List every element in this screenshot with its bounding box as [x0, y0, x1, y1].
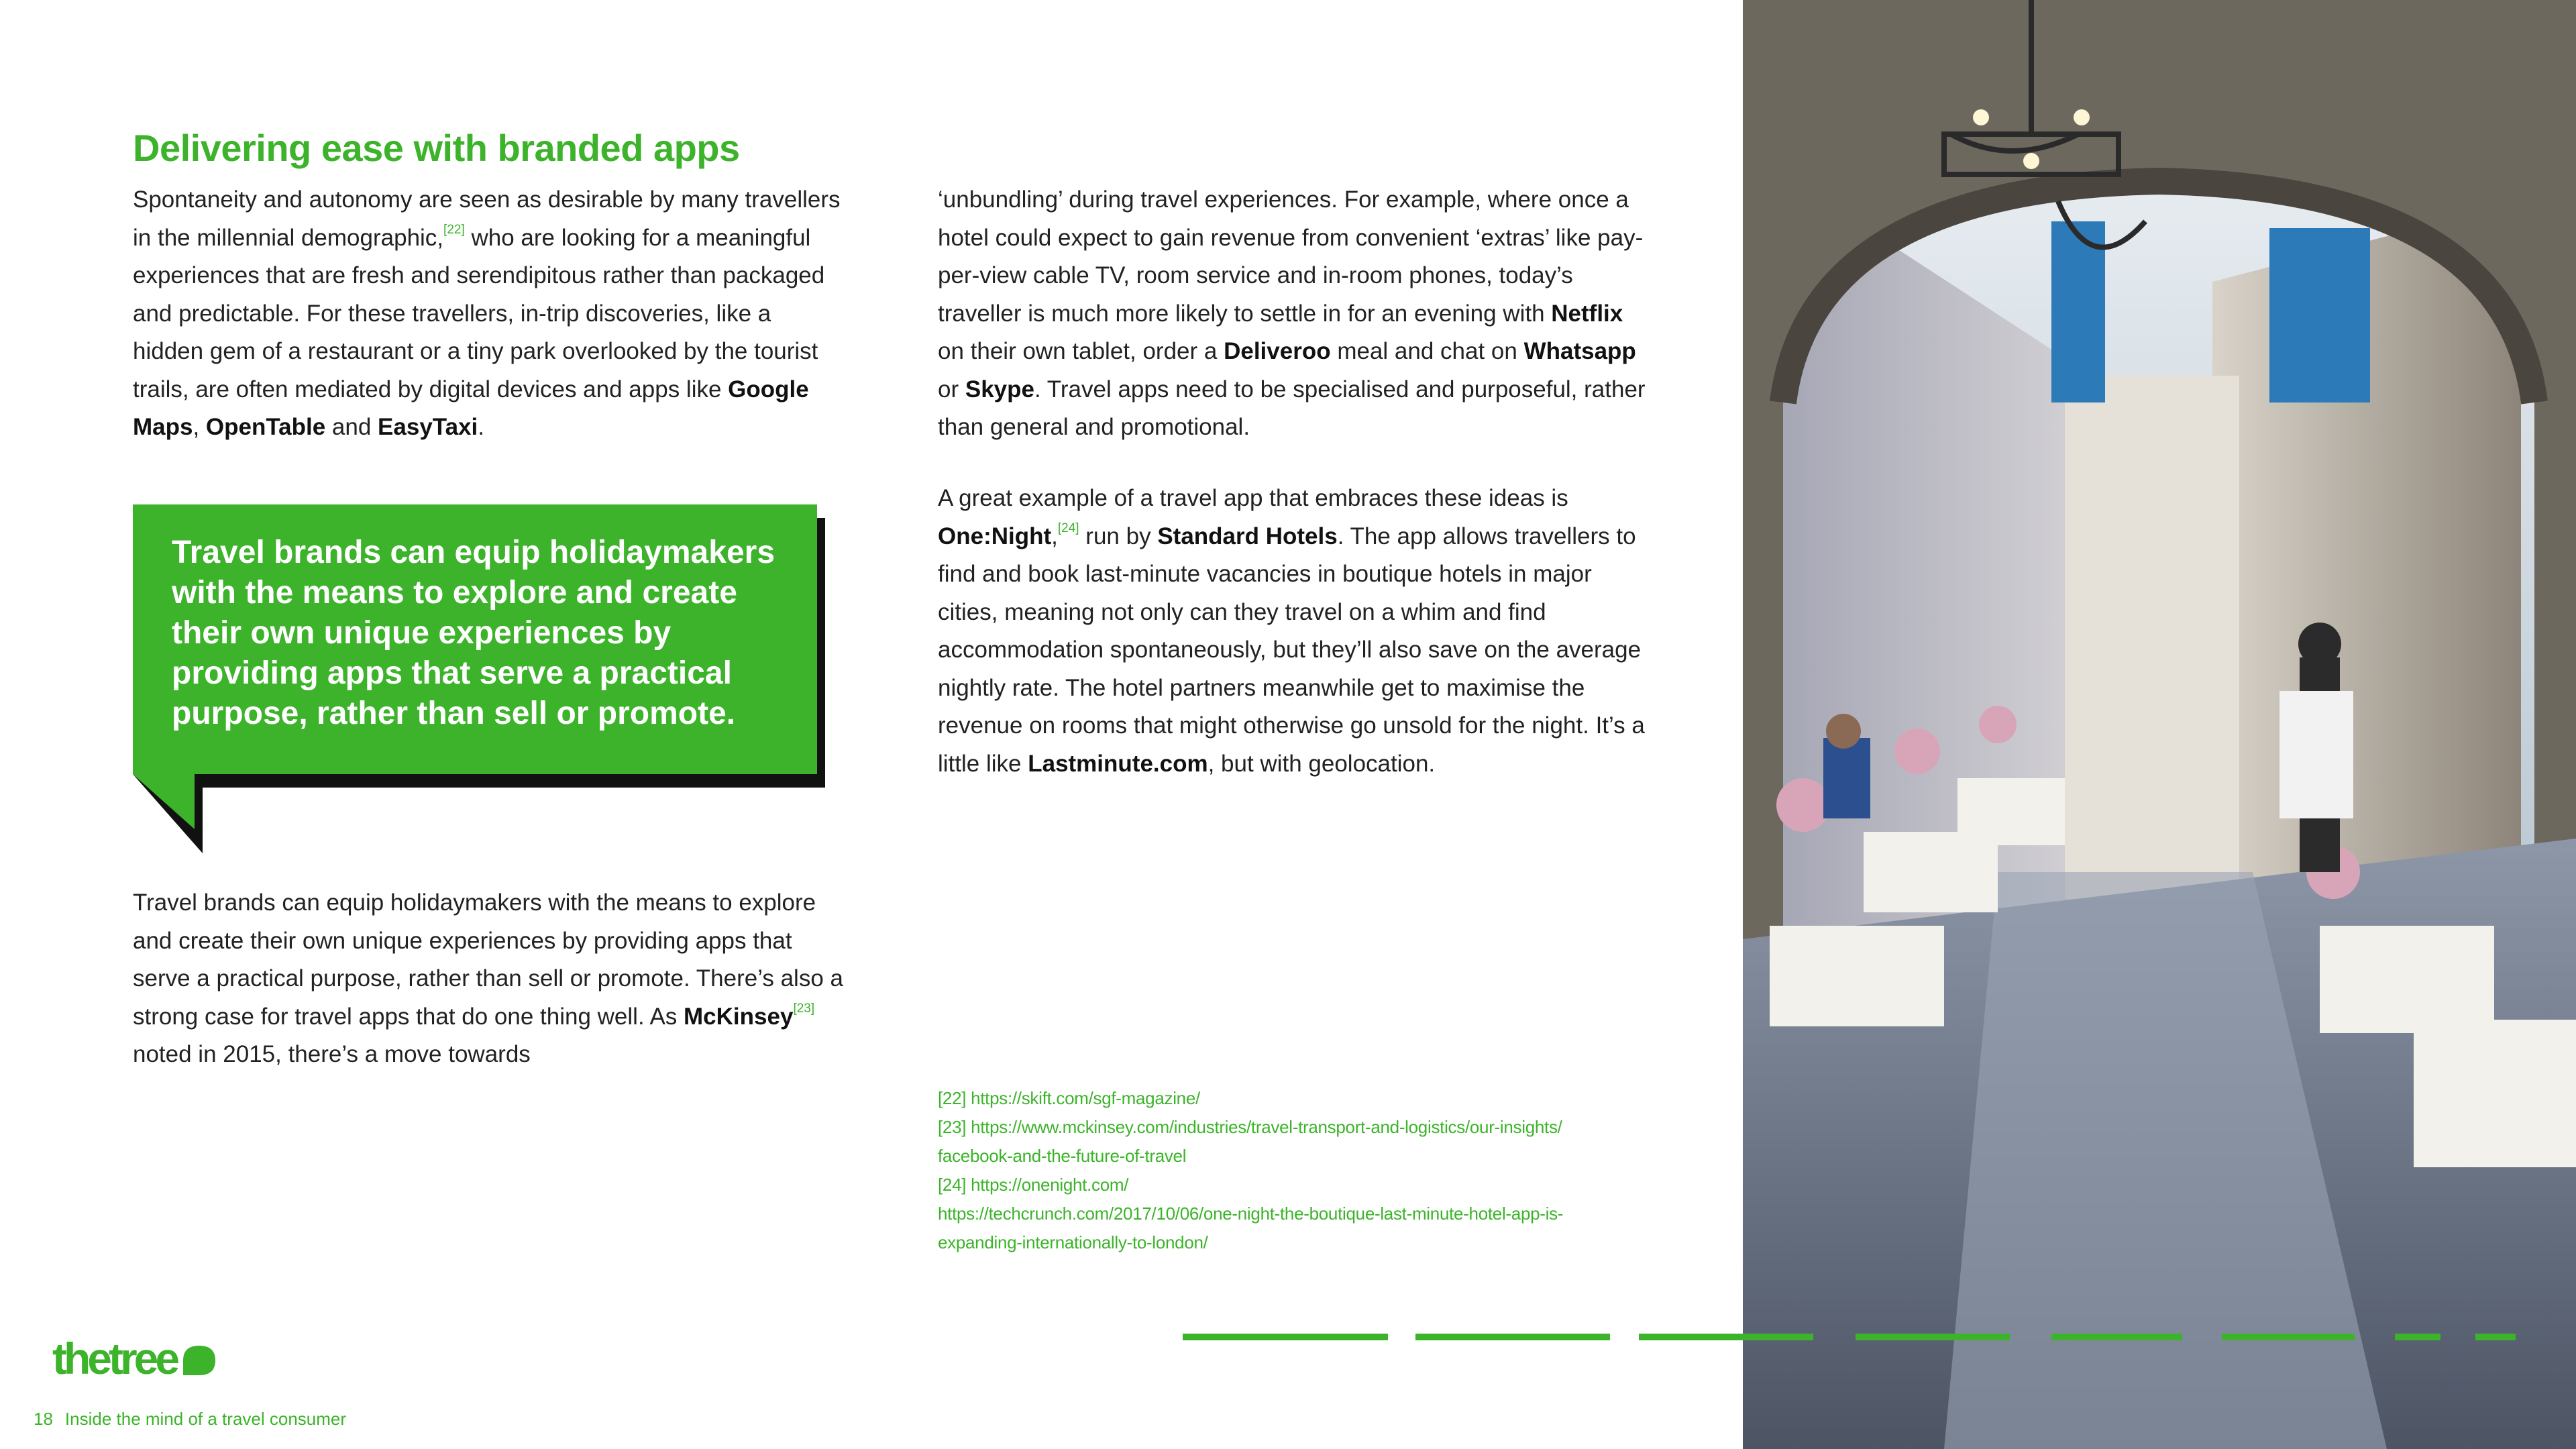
text-run: Spontaneity and autonomy are seen as desirable by many travellers in the millennial demographic, [133, 186, 841, 251]
bold-opentable: OpenTable [205, 414, 326, 440]
footnote-line[interactable]: [24] https://onenight.com/ [938, 1175, 1129, 1195]
page-footer [34, 1409, 346, 1430]
text-run: and [325, 414, 378, 440]
decorative-dash [1183, 1334, 1388, 1340]
text-run: . Travel apps need to be specialised and purposeful, rather than general and promotional. [938, 376, 1646, 440]
bold-onenight: One:Night [938, 523, 1052, 549]
footnote-ref-24[interactable]: [24] [1057, 521, 1079, 535]
footnote-line[interactable]: https://techcrunch.com/2017/10/06/one-night-the-boutique-last-minute-hotel-app-is- [938, 1203, 1564, 1224]
paragraph-intro [133, 181, 844, 447]
decorative-dash [1415, 1334, 1610, 1340]
text-run: who are looking for a meaningful experiences that are fresh and serendipitous rather than packaged and predictable. For these travellers, in-trip discoveries, like a hidden gem of a restaurant or a tiny park overlooked by the tourist trails, are often mediated by digital devices and apps like [133, 224, 825, 402]
decorative-dash [2051, 1334, 2182, 1340]
street-cafe-photo [1743, 0, 2576, 1449]
text-run: or [938, 376, 965, 402]
pull-quote-text: Travel brands can equip holidaymakers with the means to explore and create their own unique experiences by providing apps that serve a practical purpose, rather than sell or promote. [172, 535, 775, 731]
footnote-line[interactable]: facebook-and-the-future-of-travel [938, 1146, 1187, 1166]
text-run: A great example of a travel app that embraces these ideas is [938, 485, 1568, 511]
text-run: meal and chat on [1330, 338, 1524, 364]
pull-quote [133, 504, 825, 853]
page-number: 18 [34, 1409, 53, 1429]
footnote-line[interactable]: [23] https://www.mckinsey.com/industries/travel-transport-and-logistics/our-insights/ [938, 1117, 1562, 1137]
brand-logo[interactable] [52, 1334, 218, 1381]
text-run: noted in 2015, there’s a move towards [133, 1041, 531, 1067]
text-run: , [1051, 523, 1058, 549]
text-run: . [478, 414, 484, 440]
text-run: , [193, 414, 206, 440]
bold-google-maps: Google Maps [133, 376, 809, 440]
footer-title: Inside the mind of a travel consumer [64, 1409, 347, 1429]
bold-standard-hotels: Standard Hotels [1157, 523, 1338, 549]
bold-deliveroo: Deliveroo [1224, 338, 1331, 364]
decorative-dash [1856, 1334, 2010, 1340]
footnote-ref-22[interactable]: [22] [443, 222, 465, 237]
bold-easytaxi: EasyTaxi [378, 414, 478, 440]
footnote-line[interactable]: [22] https://skift.com/sgf-magazine/ [938, 1088, 1200, 1108]
paragraph-unbundling [938, 181, 1649, 447]
text-run: , but with geolocation. [1208, 750, 1436, 777]
decorative-dash [2475, 1334, 2516, 1340]
decorative-dash [2222, 1334, 2355, 1340]
text-run: Travel brands can equip holidaymakers with the means to explore and create their own unique experiences by providing apps that serve a practical purpose, rather than sell or promote. There’s also a strong case for travel apps that do one thing well. As [133, 890, 843, 1030]
decorative-dash [2395, 1334, 2440, 1340]
text-run: run by [1079, 523, 1158, 549]
decorative-dash [1639, 1334, 1813, 1340]
photo-illustration [1743, 0, 2576, 1449]
footnote-line[interactable]: expanding-internationally-to-london/ [938, 1232, 1208, 1252]
bold-lastminute: Lastminute.com [1028, 750, 1208, 777]
paragraph-mckinsey [133, 884, 844, 1074]
text-run: on their own tablet, order a [938, 338, 1224, 364]
paragraph-onenight [938, 480, 1649, 783]
footnotes [938, 1084, 1662, 1257]
section-heading: Delivering ease with branded apps [133, 127, 740, 169]
bold-netflix: Netflix [1551, 300, 1623, 327]
text-run: . The app allows travellers to find and book last-minute vacancies in boutique hotels in major cities, meaning not only can they travel on a whim and find accommodation spontaneously, but they’ll also save on the average nightly rate. The hotel partners meanwhile get to maximise the revenue on rooms that might otherwise go unsold for the night. It’s a little like [938, 523, 1645, 777]
text-run: ‘unbundling’ during travel experiences. For example, where once a hotel could expect to gain revenue from convenient ‘extras’ like pay-per-view cable TV, room service and in-room phones, today’s traveller is much more likely to settle in for an evening with [938, 186, 1644, 327]
leaf-icon [180, 1343, 218, 1378]
bold-mckinsey: McKinsey [684, 1003, 794, 1030]
logo-wordmark: thetree [52, 1334, 177, 1383]
bold-skype: Skype [965, 376, 1034, 402]
footnote-ref-23[interactable]: [23] [793, 1001, 815, 1016]
bold-whatsapp: Whatsapp [1523, 338, 1636, 364]
